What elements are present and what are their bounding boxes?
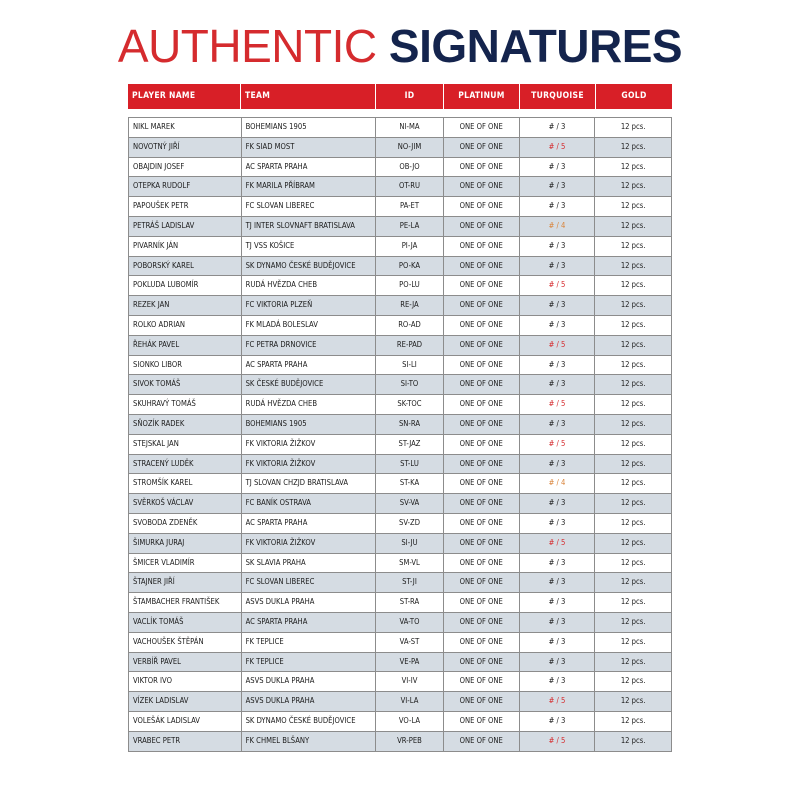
cell-platinum: ONE OF ONE xyxy=(443,455,519,474)
cell-team: FK VIKTORIA ŽIŽKOV xyxy=(241,455,376,474)
cell-id: SM-VL xyxy=(375,554,443,573)
cell-gold: 12 pcs. xyxy=(594,534,671,553)
table-row xyxy=(129,573,671,593)
cell-id: VA-TO xyxy=(375,613,443,632)
cell-player-name: OTEPKA RUDOLF xyxy=(133,181,191,191)
cell-platinum: ONE OF ONE xyxy=(443,276,519,295)
cell-platinum: ONE OF ONE xyxy=(443,435,519,454)
table-row xyxy=(129,336,671,356)
cell-turquoise: # / 4 xyxy=(519,217,595,236)
cell-gold: 12 pcs. xyxy=(594,158,671,177)
cell-player-name: PETRÁŠ LADISLAV xyxy=(133,220,195,230)
cell-platinum: ONE OF ONE xyxy=(443,257,519,276)
cell-id: PI-JA xyxy=(375,237,443,256)
header-turquoise: TURQUOISE xyxy=(519,84,595,109)
cell-turquoise: # / 3 xyxy=(519,375,595,394)
cell-gold: 12 pcs. xyxy=(594,237,671,256)
cell-platinum: ONE OF ONE xyxy=(443,336,519,355)
cell-id: SI-JU xyxy=(375,534,443,553)
table-row xyxy=(129,554,671,574)
cell-platinum: ONE OF ONE xyxy=(443,573,519,592)
cell-id: SV-VA xyxy=(375,494,443,513)
cell-team: TJ VSS KOŠICE xyxy=(241,237,376,256)
table-row xyxy=(129,138,671,158)
cell-player-name: SŇOZÍK RADEK xyxy=(133,418,185,428)
cell-id: NI-MA xyxy=(375,118,443,137)
cell-gold: 12 pcs. xyxy=(594,375,671,394)
cell-turquoise: # / 3 xyxy=(519,158,595,177)
cell-player-name: SVOBODA ZDENĚK xyxy=(133,517,198,527)
table-row xyxy=(129,692,671,712)
cell-gold: 12 pcs. xyxy=(594,118,671,137)
cell-gold: 12 pcs. xyxy=(594,257,671,276)
cell-team: AC SPARTA PRAHA xyxy=(241,613,376,632)
cell-platinum: ONE OF ONE xyxy=(443,237,519,256)
cell-team: AC SPARTA PRAHA xyxy=(241,356,376,375)
cell-gold: 12 pcs. xyxy=(594,672,671,691)
table-row xyxy=(129,395,671,415)
table-row xyxy=(129,514,671,534)
cell-team: SK DYNAMO ČESKÉ BUDĚJOVICE xyxy=(241,712,376,731)
table-header xyxy=(128,84,672,109)
cell-turquoise: # / 3 xyxy=(519,593,595,612)
cell-platinum: ONE OF ONE xyxy=(443,494,519,513)
cell-player-name: SIVOK TOMÁŠ xyxy=(133,379,181,389)
cell-turquoise: # / 3 xyxy=(519,316,595,335)
cell-player-name: ŠIMURKA JURAJ xyxy=(133,537,185,547)
table-row xyxy=(129,474,671,494)
cell-turquoise: # / 3 xyxy=(519,356,595,375)
table-row xyxy=(129,415,671,435)
cell-player-name: ŠTAJNER JIŘÍ xyxy=(133,577,175,587)
cell-platinum: ONE OF ONE xyxy=(443,296,519,315)
cell-gold: 12 pcs. xyxy=(594,316,671,335)
cell-team: TJ SLOVAN CHZJD BRATISLAVA xyxy=(241,474,376,493)
cell-turquoise: # / 3 xyxy=(519,554,595,573)
cell-gold: 12 pcs. xyxy=(594,653,671,672)
cell-turquoise: # / 3 xyxy=(519,613,595,632)
cell-platinum: ONE OF ONE xyxy=(443,375,519,394)
cell-team: FK SIAD MOST xyxy=(241,138,376,157)
cell-turquoise: # / 3 xyxy=(519,177,595,196)
cell-player-name: NOVOTNÝ JIŘÍ xyxy=(133,141,180,151)
cell-gold: 12 pcs. xyxy=(594,573,671,592)
table-body xyxy=(128,117,672,752)
cell-team: ASVS DUKLA PRAHA xyxy=(241,672,376,691)
table-row xyxy=(129,732,671,752)
table-row xyxy=(129,276,671,296)
cell-id: VI-LA xyxy=(375,692,443,711)
table-row xyxy=(129,593,671,613)
cell-team: FC BANÍK OSTRAVA xyxy=(241,494,376,513)
cell-turquoise: # / 5 xyxy=(519,138,595,157)
cell-turquoise: # / 5 xyxy=(519,395,595,414)
cell-player-name: ŠMICER VLADIMÍR xyxy=(133,557,195,567)
cell-player-name: VERBÍŘ PAVEL xyxy=(133,656,181,666)
table-row xyxy=(129,435,671,455)
cell-id: OB-JO xyxy=(375,158,443,177)
cell-team: FC VIKTORIA PLZEŇ xyxy=(241,296,376,315)
cell-turquoise: # / 3 xyxy=(519,672,595,691)
cell-platinum: ONE OF ONE xyxy=(443,316,519,335)
header-gold: GOLD xyxy=(595,84,672,109)
cell-team: ASVS DUKLA PRAHA xyxy=(241,692,376,711)
cell-platinum: ONE OF ONE xyxy=(443,217,519,236)
cell-team: SK DYNAMO ČESKÉ BUDĚJOVICE xyxy=(241,257,376,276)
cell-team: TJ INTER SLOVNAFT BRATISLAVA xyxy=(241,217,376,236)
cell-player-name: VOLEŠÁK LADISLAV xyxy=(133,715,200,725)
cell-gold: 12 pcs. xyxy=(594,593,671,612)
cell-platinum: ONE OF ONE xyxy=(443,732,519,751)
cell-player-name: STRACENÝ LUDĚK xyxy=(133,458,194,468)
cell-turquoise: # / 5 xyxy=(519,336,595,355)
cell-platinum: ONE OF ONE xyxy=(443,158,519,177)
table-row xyxy=(129,197,671,217)
cell-team: FC SLOVAN LIBEREC xyxy=(241,197,376,216)
cell-turquoise: # / 3 xyxy=(519,633,595,652)
cell-turquoise: # / 3 xyxy=(519,455,595,474)
cell-team: ASVS DUKLA PRAHA xyxy=(241,593,376,612)
cell-gold: 12 pcs. xyxy=(594,217,671,236)
cell-id: RO-AD xyxy=(375,316,443,335)
cell-turquoise: # / 3 xyxy=(519,653,595,672)
table-row xyxy=(129,257,671,277)
cell-gold: 12 pcs. xyxy=(594,455,671,474)
cell-turquoise: # / 3 xyxy=(519,573,595,592)
cell-team: BOHEMIANS 1905 xyxy=(241,118,376,137)
cell-turquoise: # / 5 xyxy=(519,732,595,751)
cell-platinum: ONE OF ONE xyxy=(443,514,519,533)
cell-id: PE-LA xyxy=(375,217,443,236)
cell-team: FC SLOVAN LIBEREC xyxy=(241,573,376,592)
cell-turquoise: # / 3 xyxy=(519,514,595,533)
table-row xyxy=(129,118,671,138)
cell-player-name: VRABEC PETR xyxy=(133,735,181,745)
cell-id: RE-PAD xyxy=(375,336,443,355)
cell-team: AC SPARTA PRAHA xyxy=(241,514,376,533)
table-row xyxy=(129,712,671,732)
cell-player-name: VACHOUŠEK ŠTĚPÁN xyxy=(133,636,204,646)
table-row xyxy=(129,177,671,197)
cell-gold: 12 pcs. xyxy=(594,138,671,157)
table-row xyxy=(129,237,671,257)
cell-platinum: ONE OF ONE xyxy=(443,177,519,196)
cell-team: FC PETRA DRNOVICE xyxy=(241,336,376,355)
table-row xyxy=(129,217,671,237)
cell-platinum: ONE OF ONE xyxy=(443,554,519,573)
cell-team: RUDÁ HVĚZDA CHEB xyxy=(241,276,376,295)
cell-turquoise: # / 3 xyxy=(519,237,595,256)
cell-player-name: POBORSKÝ KAREL xyxy=(133,260,194,270)
cell-player-name: STROMŠÍK KAREL xyxy=(133,478,193,488)
cell-id: ST-JI xyxy=(375,573,443,592)
cell-turquoise: # / 5 xyxy=(519,276,595,295)
cell-player-name: OBAJDIN JOSEF xyxy=(133,161,185,171)
header-player-name: PLAYER NAME xyxy=(132,91,196,101)
cell-player-name: STEJSKAL JAN xyxy=(133,438,179,448)
table-row xyxy=(129,613,671,633)
cell-platinum: ONE OF ONE xyxy=(443,118,519,137)
table-row xyxy=(129,316,671,336)
cell-turquoise: # / 5 xyxy=(519,692,595,711)
cell-id: SN-RA xyxy=(375,415,443,434)
cell-id: PA-ET xyxy=(375,197,443,216)
cell-team: BOHEMIANS 1905 xyxy=(241,415,376,434)
cell-gold: 12 pcs. xyxy=(594,712,671,731)
cell-gold: 12 pcs. xyxy=(594,732,671,751)
cell-team: RUDÁ HVĚZDA CHEB xyxy=(241,395,376,414)
title-authentic: AUTHENTIC xyxy=(117,20,377,72)
cell-player-name: REZEK JAN xyxy=(133,300,170,310)
cell-team: FK MARILA PŘÍBRAM xyxy=(241,177,376,196)
cell-gold: 12 pcs. xyxy=(594,296,671,315)
cell-turquoise: # / 3 xyxy=(519,197,595,216)
cell-id: SI-TO xyxy=(375,375,443,394)
cell-player-name: VIKTOR IVO xyxy=(133,676,172,686)
cell-id: PO-KA xyxy=(375,257,443,276)
cell-platinum: ONE OF ONE xyxy=(443,356,519,375)
cell-gold: 12 pcs. xyxy=(594,356,671,375)
cell-player-name: ŘEHÁK PAVEL xyxy=(133,339,180,349)
table-row xyxy=(129,296,671,316)
cell-gold: 12 pcs. xyxy=(594,197,671,216)
cell-player-name: VÍZEK LADISLAV xyxy=(133,696,189,706)
cell-player-name: NIKL MAREK xyxy=(133,122,175,131)
cell-turquoise: # / 3 xyxy=(519,296,595,315)
cell-id: ST-JAZ xyxy=(375,435,443,454)
title-signatures: SIGNATURES xyxy=(388,20,683,72)
cell-platinum: ONE OF ONE xyxy=(443,415,519,434)
cell-id: ST-LU xyxy=(375,455,443,474)
header-platinum: PLATINUM xyxy=(443,84,519,109)
cell-id: VR-PEB xyxy=(375,732,443,751)
cell-platinum: ONE OF ONE xyxy=(443,653,519,672)
cell-gold: 12 pcs. xyxy=(594,435,671,454)
cell-team: AC SPARTA PRAHA xyxy=(241,158,376,177)
cell-team: FK CHMEL BLŠANY xyxy=(241,732,376,751)
cell-gold: 12 pcs. xyxy=(594,336,671,355)
table-row xyxy=(129,633,671,653)
cell-id: VO-LA xyxy=(375,712,443,731)
cell-gold: 12 pcs. xyxy=(594,276,671,295)
table-row xyxy=(129,375,671,395)
cell-gold: 12 pcs. xyxy=(594,514,671,533)
cell-id: VI-IV xyxy=(375,672,443,691)
cell-turquoise: # / 5 xyxy=(519,534,595,553)
cell-gold: 12 pcs. xyxy=(594,177,671,196)
cell-turquoise: # / 3 xyxy=(519,712,595,731)
cell-player-name: PIVARNÍK JÁN xyxy=(133,240,179,250)
table-row xyxy=(129,356,671,376)
cell-turquoise: # / 3 xyxy=(519,118,595,137)
cell-team: SK ČESKÉ BUDĚJOVICE xyxy=(241,375,376,394)
cell-player-name: VACLÍK TOMÁŠ xyxy=(133,616,184,626)
cell-player-name: PAPOUŠEK PETR xyxy=(133,201,189,211)
cell-id: ST-RA xyxy=(375,593,443,612)
table-row xyxy=(129,494,671,514)
table-row xyxy=(129,534,671,554)
cell-gold: 12 pcs. xyxy=(594,474,671,493)
cell-gold: 12 pcs. xyxy=(594,395,671,414)
cell-player-name: SIONKO LIBOR xyxy=(133,359,182,369)
cell-platinum: ONE OF ONE xyxy=(443,395,519,414)
cell-platinum: ONE OF ONE xyxy=(443,633,519,652)
cell-id: VE-PA xyxy=(375,653,443,672)
signatures-table xyxy=(128,84,672,752)
cell-id: VA-ST xyxy=(375,633,443,652)
cell-player-name: SVĚRKOŠ VÁCLAV xyxy=(133,498,194,508)
cell-gold: 12 pcs. xyxy=(594,633,671,652)
cell-gold: 12 pcs. xyxy=(594,494,671,513)
cell-platinum: ONE OF ONE xyxy=(443,197,519,216)
cell-id: NO-JIM xyxy=(375,138,443,157)
cell-platinum: ONE OF ONE xyxy=(443,692,519,711)
cell-gold: 12 pcs. xyxy=(594,554,671,573)
cell-turquoise: # / 5 xyxy=(519,435,595,454)
cell-platinum: ONE OF ONE xyxy=(443,138,519,157)
cell-team: SK SLAVIA PRAHA xyxy=(241,554,376,573)
cell-id: OT-RU xyxy=(375,177,443,196)
cell-platinum: ONE OF ONE xyxy=(443,593,519,612)
cell-id: ST-KA xyxy=(375,474,443,493)
cell-player-name: SKUHRAVÝ TOMÁŠ xyxy=(133,399,196,409)
cell-team: FK VIKTORIA ŽIŽKOV xyxy=(241,435,376,454)
page-title xyxy=(0,14,800,78)
cell-id: SK-TOC xyxy=(375,395,443,414)
cell-team: FK MLADÁ BOLESLAV xyxy=(241,316,376,335)
header-team: TEAM xyxy=(240,84,375,109)
cell-team: FK TEPLICE xyxy=(241,653,376,672)
cell-gold: 12 pcs. xyxy=(594,613,671,632)
table-row xyxy=(129,653,671,673)
cell-gold: 12 pcs. xyxy=(594,692,671,711)
cell-platinum: ONE OF ONE xyxy=(443,613,519,632)
cell-player-name: ŠTAMBACHER FRANTIŠEK xyxy=(133,597,220,607)
table-row xyxy=(129,158,671,178)
cell-id: SI-LI xyxy=(375,356,443,375)
cell-team: FK VIKTORIA ŽIŽKOV xyxy=(241,534,376,553)
cell-id: RE-JA xyxy=(375,296,443,315)
cell-platinum: ONE OF ONE xyxy=(443,474,519,493)
cell-platinum: ONE OF ONE xyxy=(443,672,519,691)
header-id: ID xyxy=(375,84,443,109)
table-row xyxy=(129,455,671,475)
cell-player-name: POKLUDA LUBOMÍR xyxy=(133,280,199,290)
cell-id: SV-ZD xyxy=(375,514,443,533)
cell-id: PO-LU xyxy=(375,276,443,295)
cell-turquoise: # / 3 xyxy=(519,415,595,434)
cell-platinum: ONE OF ONE xyxy=(443,712,519,731)
cell-turquoise: # / 4 xyxy=(519,474,595,493)
cell-turquoise: # / 3 xyxy=(519,494,595,513)
cell-platinum: ONE OF ONE xyxy=(443,534,519,553)
cell-team: FK TEPLICE xyxy=(241,633,376,652)
cell-turquoise: # / 3 xyxy=(519,257,595,276)
cell-player-name: ROLKO ADRIAN xyxy=(133,319,186,329)
table-row xyxy=(129,672,671,692)
cell-gold: 12 pcs. xyxy=(594,415,671,434)
